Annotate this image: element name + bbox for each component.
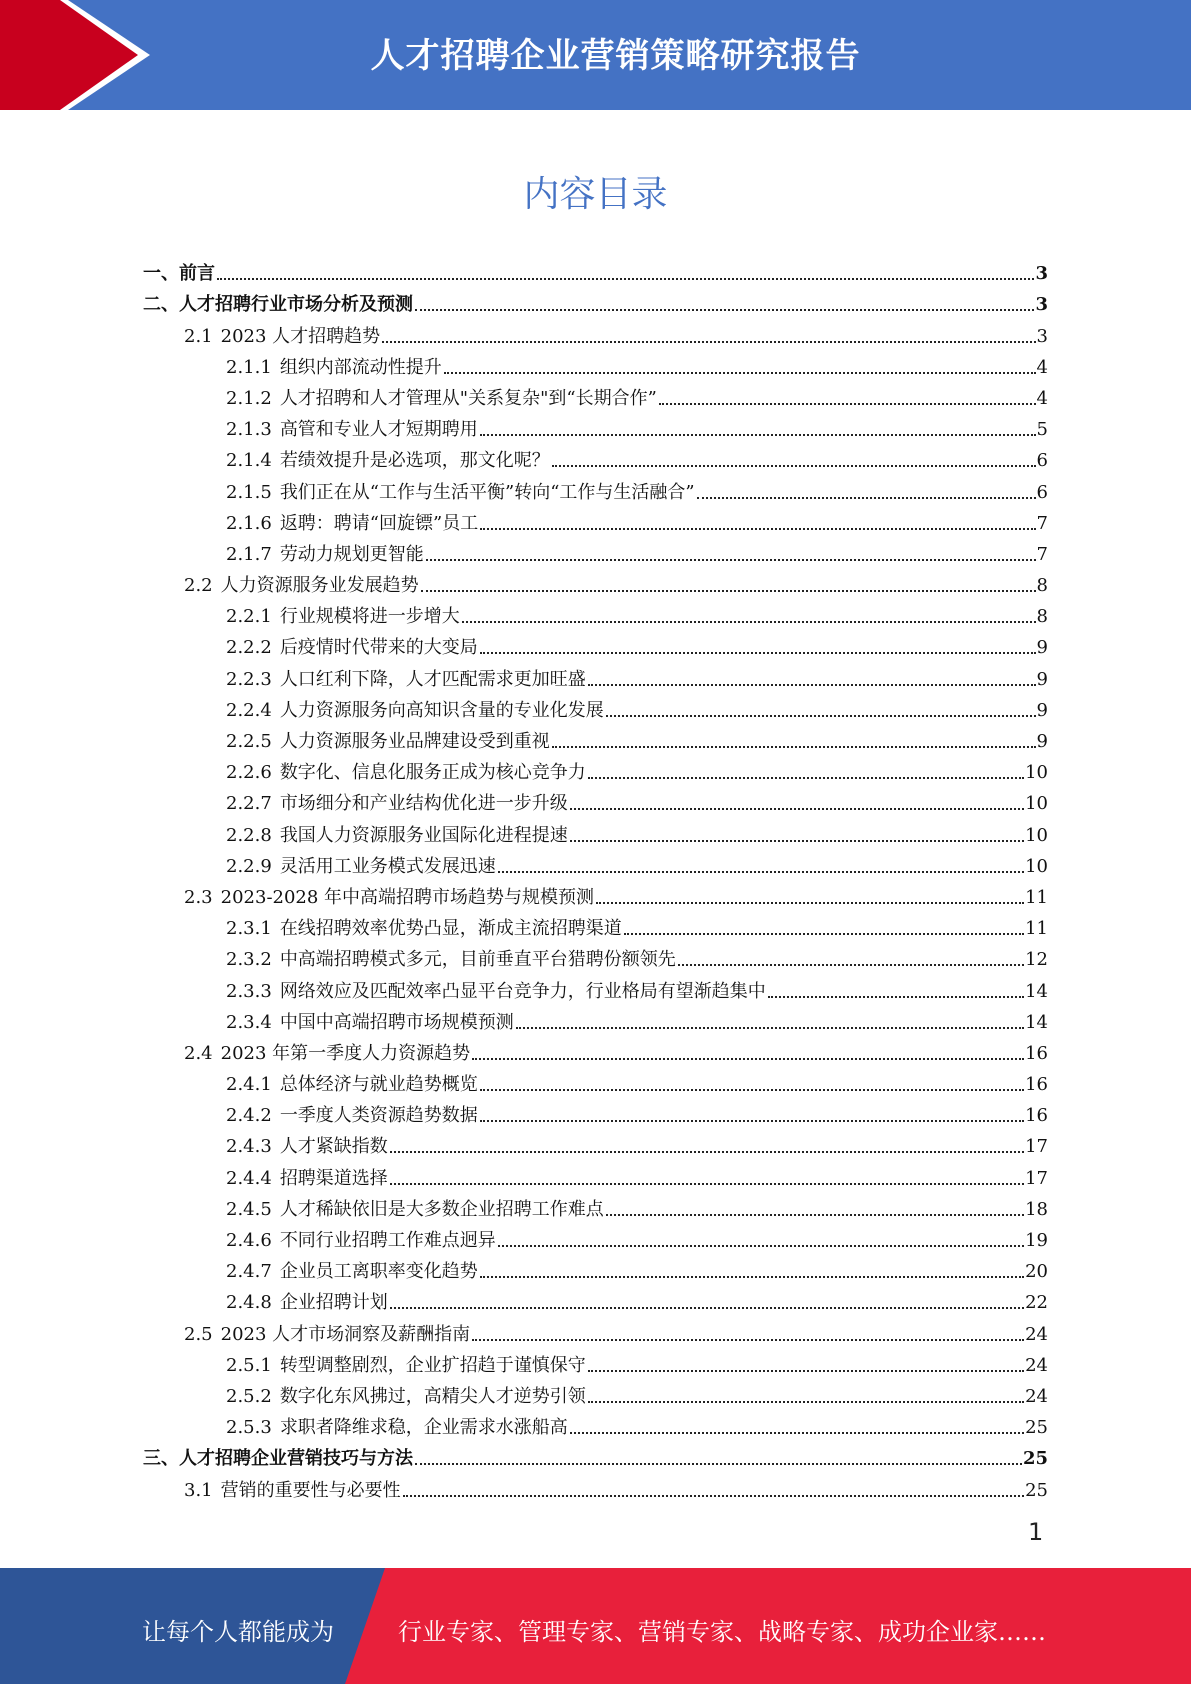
toc-entry-number: 2.2.9: [226, 855, 272, 877]
toc-entry[interactable]: [143, 410, 1048, 441]
toc-entry-number: 2.4.8: [226, 1292, 272, 1314]
toc-entry-text: 中国中高端招聘市场规模预测: [279, 1011, 514, 1033]
footer-band: [0, 1568, 1191, 1684]
toc-entry-page: 20: [1025, 1261, 1048, 1283]
toc-dot-leader: [498, 871, 1024, 873]
toc-entry-page: 10: [1025, 762, 1048, 784]
toc-entry-page: 9: [1036, 668, 1048, 690]
toc-entry-page: 22: [1025, 1292, 1048, 1314]
toc-entry[interactable]: [143, 1377, 1048, 1408]
toc-dot-leader: [462, 621, 1036, 623]
toc-entry-text: 招聘渠道选择: [279, 1167, 388, 1189]
toc-entry-number: 2.2.3: [226, 668, 272, 690]
toc-entry[interactable]: [143, 909, 1048, 940]
toc-entry-page: 3: [1036, 325, 1048, 347]
toc-entry-text: 企业员工离职率变化趋势: [279, 1261, 478, 1283]
toc-entry[interactable]: [143, 1190, 1048, 1221]
toc-entry-label: [184, 1043, 470, 1065]
toc-entry-label: [226, 793, 568, 815]
toc-entry-label: [226, 357, 442, 379]
toc-entry[interactable]: [143, 1034, 1048, 1065]
toc-entry-page: 17: [1025, 1167, 1048, 1189]
toc-entry-number: 2.1.5: [226, 481, 272, 503]
toc-entry-number: 2.4.7: [226, 1261, 272, 1283]
toc-entry-page: 16: [1025, 1042, 1048, 1064]
toc-dot-leader: [570, 1432, 1024, 1434]
toc-dot-leader: [659, 403, 1036, 405]
toc-entry-label: [226, 856, 496, 878]
toc-entry-label: [226, 1292, 388, 1314]
toc-entry-page: 5: [1036, 419, 1048, 441]
toc-entry-number: 2.3.3: [226, 980, 272, 1002]
toc-entry-label: [226, 981, 766, 1003]
toc-entry-number: 2.1.1: [226, 356, 272, 378]
toc-entry-page: 4: [1036, 356, 1048, 378]
toc-entry[interactable]: [143, 379, 1048, 410]
toc-entry-number: 2.5.3: [226, 1417, 272, 1439]
toc-dot-leader: [472, 1339, 1024, 1341]
toc-dot-leader: [480, 1089, 1024, 1091]
toc-entry-label: [226, 918, 622, 940]
toc-dot-leader: [390, 1183, 1024, 1185]
toc-entry-text: 二、人才招聘行业市场分析及预测: [143, 294, 413, 316]
page-number: 1: [1028, 1518, 1044, 1546]
toc-entry-label: [226, 513, 478, 535]
toc-entry[interactable]: [143, 1252, 1048, 1283]
toc-entry[interactable]: [143, 1065, 1048, 1096]
toc-dot-leader: [516, 1027, 1024, 1029]
toc-entry-label: [226, 544, 424, 566]
toc-dot-leader: [403, 1495, 1024, 1497]
toc-entry-text: 求职者降维求稳，企业需求水涨船高: [279, 1417, 568, 1439]
toc-entry[interactable]: [143, 316, 1048, 347]
toc-entry-label: [226, 1261, 478, 1283]
toc-entry[interactable]: [143, 1003, 1048, 1034]
toc-entry-number: 2.5.2: [226, 1385, 272, 1407]
toc-entry-number: 2.4.4: [226, 1167, 272, 1189]
toc-entry[interactable]: [143, 535, 1048, 566]
toc-entry-label: [143, 1448, 413, 1470]
toc-dot-leader: [624, 933, 1024, 935]
toc-entry-page: 11: [1025, 886, 1048, 908]
toc-entry-page: 8: [1036, 606, 1048, 628]
toc-dot-leader: [596, 902, 1024, 904]
toc-entry-number: 2.4.5: [226, 1198, 272, 1220]
toc-entry-number: 2.1.3: [226, 419, 272, 441]
toc-entry-number: 2.2.1: [226, 606, 272, 628]
toc-entry-text: 企业招聘计划: [279, 1292, 388, 1314]
toc-entry-page: 16: [1025, 1105, 1048, 1127]
toc-entry-page: 16: [1025, 1074, 1048, 1096]
toc-entry-text: 数字化、信息化服务正成为核心竞争力: [279, 762, 586, 784]
toc-entry-page: 24: [1025, 1354, 1048, 1376]
toc-entry[interactable]: [143, 1439, 1048, 1470]
toc-entry-number: 2.3.2: [226, 949, 272, 971]
toc-entry-page: 6: [1036, 450, 1048, 472]
toc-entry-label: [226, 731, 550, 753]
toc-entry-label: [226, 1012, 514, 1034]
footer-slogan-left: 让每个人都能成为: [142, 1618, 334, 1646]
toc-entry-label: [226, 450, 550, 472]
toc-entry-text: 市场细分和产业结构优化进一步升级: [279, 793, 568, 815]
toc-dot-leader: [768, 996, 1024, 998]
toc-entry-text: 我们正在从“工作与生活平衡”转向“工作与生活融合”: [279, 481, 695, 503]
toc-entry-label: [226, 482, 695, 504]
toc-entry-label: [143, 294, 413, 316]
toc-entry-label: [184, 887, 594, 909]
toc-entry-text: 人力资源服务业品牌建设受到重视: [279, 731, 550, 752]
toc-entry-page: 10: [1025, 855, 1048, 877]
toc-entry-label: [226, 825, 568, 847]
toc-entry-page: 9: [1036, 699, 1048, 721]
toc-dot-leader: [606, 1214, 1024, 1216]
toc-entry-number: 2.1.7: [226, 543, 272, 565]
toc-entry-label: [184, 1480, 401, 1502]
toc-entry[interactable]: [143, 1470, 1048, 1501]
toc-dot-leader: [480, 434, 1036, 436]
toc-entry-number: 2.4.6: [226, 1230, 272, 1251]
toc-entry-number: 2.3.1: [226, 918, 272, 940]
toc-entry-label: [226, 669, 586, 691]
toc-entry-label: [226, 637, 478, 659]
toc-dot-leader: [570, 840, 1024, 842]
toc-entry[interactable]: [143, 1127, 1048, 1158]
toc-entry[interactable]: [143, 628, 1048, 659]
toc-entry-label: [184, 575, 419, 597]
toc-entry-number: 2.2.6: [226, 762, 272, 784]
toc-entry-page: 3: [1035, 263, 1048, 285]
toc-dot-leader: [588, 1401, 1024, 1403]
toc-entry-page: 25: [1022, 1448, 1048, 1470]
toc-title: 内容目录: [523, 174, 668, 215]
toc-dot-leader: [415, 1463, 1022, 1465]
toc-entry-text: 我国人力资源服务业国际化进程提速: [279, 824, 568, 846]
toc-dot-leader: [697, 497, 1036, 499]
toc-dot-leader: [421, 590, 1036, 592]
toc-entry-text: 总体经济与就业趋势概览: [279, 1074, 478, 1096]
toc-entry-page: 6: [1036, 481, 1048, 503]
toc-dot-leader: [678, 964, 1024, 966]
toc-entry-number: 2.2.4: [226, 699, 272, 721]
toc-entry[interactable]: [143, 1096, 1048, 1127]
toc-entry-number: 2.1.4: [226, 450, 272, 472]
toc-entry-page: 19: [1025, 1230, 1048, 1251]
toc-entry-text: 2023 人才市场洞察及薪酬指南: [220, 1323, 471, 1345]
toc-entry[interactable]: [143, 254, 1048, 285]
toc-entry-text: 2023-2028 年中高端招聘市场趋势与规模预测: [220, 886, 595, 908]
header-band: [0, 0, 1191, 110]
toc-entry-number: 2.1: [184, 325, 213, 347]
toc-entry-page: 10: [1025, 824, 1048, 846]
toc-dot-leader: [217, 278, 1034, 280]
toc-entry-label: [226, 388, 657, 410]
toc-entry[interactable]: [143, 348, 1048, 379]
toc-entry-page: 10: [1025, 793, 1048, 815]
toc-entry-label: [226, 419, 478, 441]
footer-slogan-right: 行业专家、管理专家、营销专家、战略专家、成功企业家……: [398, 1618, 1046, 1646]
toc-entry-number: 2.1.6: [226, 512, 272, 534]
toc-entry-label: [226, 1168, 388, 1190]
toc-entry[interactable]: [143, 504, 1048, 535]
toc-entry-page: 9: [1036, 637, 1048, 659]
toc-entry-number: 2.2.5: [226, 731, 272, 752]
toc-dot-leader: [588, 1370, 1024, 1372]
table-of-contents: [143, 254, 1048, 1502]
toc-entry-text: 一、前言: [143, 263, 215, 285]
toc-entry-text: 若绩效提升是必选项，那文化呢？: [279, 450, 550, 472]
toc-entry-number: 2.1.2: [226, 387, 272, 409]
toc-entry[interactable]: [143, 847, 1048, 878]
toc-entry-text: 人才招聘和人才管理从"关系复杂"到“长期合作”: [279, 387, 657, 409]
toc-entry[interactable]: [143, 566, 1048, 597]
toc-entry-label: [226, 1386, 586, 1408]
toc-dot-leader: [552, 746, 1036, 748]
toc-entry[interactable]: [143, 597, 1048, 628]
toc-entry[interactable]: [143, 753, 1048, 784]
toc-entry-text: 人力资源服务向高知识含量的专业化发展: [279, 699, 604, 721]
toc-entry[interactable]: [143, 472, 1048, 503]
toc-entry-page: 12: [1025, 949, 1048, 971]
toc-entry-text: 灵活用工业务模式发展迅速: [279, 855, 496, 877]
toc-entry-number: 2.4.1: [226, 1074, 272, 1096]
toc-entry[interactable]: [143, 1314, 1048, 1345]
toc-entry-label: [226, 1199, 604, 1221]
toc-entry-text: 数字化东风拂过，高精尖人才逆势引领: [279, 1385, 586, 1407]
toc-entry-page: 9: [1036, 731, 1048, 752]
toc-entry-number: 2.3: [184, 886, 213, 908]
toc-dot-leader: [480, 1120, 1024, 1122]
toc-entry-page: 25: [1025, 1417, 1048, 1439]
toc-entry-text: 人力资源服务业发展趋势: [220, 575, 419, 597]
toc-entry-number: 2.2.7: [226, 793, 272, 815]
toc-entry[interactable]: [143, 1158, 1048, 1189]
report-title: 人才招聘企业营销策略研究报告: [370, 36, 861, 76]
toc-entry[interactable]: [143, 1283, 1048, 1314]
toc-entry-number: 2.5.1: [226, 1354, 272, 1376]
toc-entry[interactable]: [143, 971, 1048, 1002]
toc-entry-page: 24: [1025, 1323, 1048, 1345]
toc-entry-number: 2.5: [184, 1323, 213, 1345]
toc-entry-number: 2.2: [184, 575, 213, 597]
toc-entry-number: 2.4.3: [226, 1136, 272, 1158]
toc-entry-text: 网络效应及匹配效率凸显平台竞争力，行业格局有望渐趋集中: [279, 980, 766, 1002]
toc-entry-text: 高管和专业人才短期聘用: [279, 419, 478, 441]
toc-entry-label: [226, 1074, 478, 1096]
toc-entry-label: [226, 1105, 478, 1127]
toc-dot-leader: [588, 684, 1036, 686]
toc-dot-leader: [588, 777, 1024, 779]
toc-dot-leader: [480, 1276, 1024, 1278]
toc-entry-page: 18: [1025, 1198, 1048, 1220]
toc-entry[interactable]: [143, 784, 1048, 815]
toc-entry[interactable]: [143, 285, 1048, 316]
toc-entry-label: [226, 700, 604, 722]
toc-entry-page: 3: [1035, 294, 1048, 316]
toc-entry-text: 后疫情时代带来的大变局: [279, 637, 478, 659]
toc-entry-page: 25: [1025, 1479, 1048, 1501]
toc-entry-text: 不同行业招聘工作难点迥异: [279, 1230, 496, 1251]
toc-dot-leader: [382, 341, 1035, 343]
toc-entry-label: [226, 1355, 586, 1377]
toc-entry-number: 3.1: [184, 1479, 213, 1501]
toc-entry-page: 17: [1025, 1136, 1048, 1158]
toc-entry-label: [226, 949, 676, 971]
toc-entry-label: [184, 326, 380, 348]
toc-entry[interactable]: [143, 691, 1048, 722]
toc-dot-leader: [606, 715, 1036, 717]
toc-dot-leader: [480, 528, 1035, 530]
toc-entry-number: 2.2.8: [226, 824, 272, 846]
toc-entry-page: 8: [1036, 575, 1048, 597]
toc-entry-page: 24: [1025, 1385, 1048, 1407]
toc-entry-label: [226, 1230, 496, 1252]
toc-dot-leader: [415, 309, 1034, 311]
toc-entry-text: 在线招聘效率优势凸显，渐成主流招聘渠道: [279, 918, 622, 940]
toc-entry-label: [226, 606, 460, 628]
toc-entry-page: 4: [1036, 387, 1048, 409]
toc-dot-leader: [426, 559, 1036, 561]
toc-entry-text: 返聘：聘请“回旋镖”员工: [279, 512, 479, 534]
toc-entry-label: [143, 263, 215, 285]
toc-entry-text: 转型调整剧烈，企业扩招趋于谨慎保守: [279, 1354, 586, 1376]
toc-dot-leader: [480, 652, 1036, 654]
toc-entry-page: 14: [1025, 1011, 1048, 1033]
toc-dot-leader: [498, 1245, 1024, 1247]
toc-dot-leader: [552, 465, 1036, 467]
toc-entry-text: 劳动力规划更智能: [279, 543, 424, 565]
toc-entry-label: [184, 1324, 470, 1346]
toc-entry-label: [226, 762, 586, 784]
toc-entry[interactable]: [143, 1408, 1048, 1439]
toc-entry[interactable]: [143, 1221, 1048, 1252]
toc-entry-number: 2.3.4: [226, 1011, 272, 1033]
toc-entry-text: 营销的重要性与必要性: [220, 1479, 401, 1501]
toc-entry-text: 人口红利下降，人才匹配需求更加旺盛: [279, 668, 586, 690]
toc-entry-text: 中高端招聘模式多元，目前垂直平台猎聘份额领先: [279, 949, 676, 971]
toc-dot-leader: [570, 808, 1024, 810]
toc-entry[interactable]: [143, 441, 1048, 472]
toc-entry[interactable]: [143, 878, 1048, 909]
toc-entry[interactable]: [143, 815, 1048, 846]
toc-dot-leader: [472, 1058, 1024, 1060]
toc-entry[interactable]: [143, 659, 1048, 690]
toc-dot-leader: [444, 372, 1036, 374]
toc-entry-page: 7: [1036, 543, 1048, 565]
toc-entry-page: 7: [1036, 512, 1048, 534]
toc-entry-page: 11: [1025, 918, 1048, 940]
toc-entry-page: 14: [1025, 980, 1048, 1002]
toc-entry-label: [226, 1136, 388, 1158]
toc-entry-number: 2.2.2: [226, 637, 272, 659]
toc-entry-text: 行业规模将进一步增大: [279, 606, 460, 628]
toc-entry[interactable]: [143, 722, 1048, 753]
toc-entry-text: 人才稀缺依旧是大多数企业招聘工作难点: [279, 1198, 604, 1220]
toc-entry[interactable]: [143, 1346, 1048, 1377]
toc-entry[interactable]: [143, 940, 1048, 971]
toc-entry-text: 2023 年第一季度人力资源趋势: [220, 1042, 471, 1064]
toc-dot-leader: [390, 1151, 1024, 1153]
toc-dot-leader: [390, 1307, 1024, 1309]
toc-entry-text: 三、人才招聘企业营销技巧与方法: [143, 1448, 413, 1470]
toc-entry-text: 组织内部流动性提升: [279, 356, 442, 378]
toc-entry-text: 2023 人才招聘趋势: [220, 325, 381, 347]
toc-entry-number: 2.4.2: [226, 1105, 272, 1127]
toc-entry-number: 2.4: [184, 1042, 213, 1064]
toc-entry-label: [226, 1417, 568, 1439]
toc-entry-text: 人才紧缺指数: [279, 1136, 388, 1158]
toc-entry-text: 一季度人类资源趋势数据: [279, 1105, 478, 1127]
